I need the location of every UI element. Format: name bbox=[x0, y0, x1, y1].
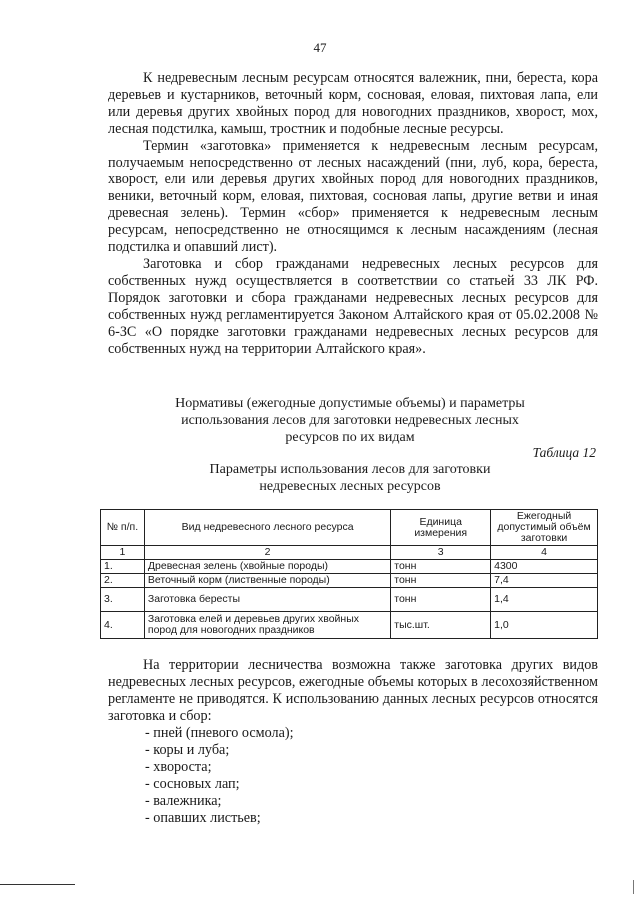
section-heading bbox=[100, 395, 600, 446]
row-resource: Заготовка елей и деревьев других хвойных пород для новогодних праздников bbox=[144, 612, 390, 639]
scan-edge-mark bbox=[633, 880, 634, 894]
column-number: 3 bbox=[391, 546, 491, 560]
row-number: 4. bbox=[101, 612, 145, 639]
row-resource: Заготовка бересты bbox=[144, 588, 390, 612]
page-number: 47 bbox=[313, 40, 327, 55]
list-item: - пней (пневого осмола); bbox=[145, 725, 294, 741]
row-unit: тонн bbox=[391, 588, 491, 612]
header-number: № п/п. bbox=[101, 510, 145, 546]
table-row bbox=[101, 612, 598, 639]
header-resource-type: Вид недревесного лесного ресурса bbox=[144, 510, 390, 546]
paragraph: Заготовка и сбор гражданами недревесных лесных ресурсов для собственных нужд осуществляется в соответствии со статьей 33 ЛК РФ. Порядок заготовки и сбора гражданами недревесных лесных ресурсов для собственных нужд регламентируется Законом Алтайского края от 05.02.2008 № 6-ЗС «О порядке заготовки гражданами недревесных лесных ресурсов для собственных нужд на территории Алтайского края». bbox=[108, 255, 598, 357]
list-item: - сосновых лап; bbox=[145, 776, 240, 792]
table-title-line: Параметры использования лесов для заготовки bbox=[209, 462, 491, 477]
intro-text bbox=[108, 70, 598, 357]
column-number: 4 bbox=[491, 546, 598, 560]
other-resources-text bbox=[108, 657, 598, 827]
row-volume: 4300 bbox=[491, 560, 598, 574]
row-volume: 7,4 bbox=[491, 574, 598, 588]
header-annual-volume: Ежегодный допустимый объём заготовки bbox=[491, 510, 598, 546]
table-header-row bbox=[101, 510, 598, 546]
row-unit: тонн bbox=[391, 574, 491, 588]
row-number: 1. bbox=[101, 560, 145, 574]
table-title-line: недревесных лесных ресурсов bbox=[259, 479, 441, 494]
section-heading-line: ресурсов по их видам bbox=[285, 430, 415, 445]
table-row bbox=[101, 560, 598, 574]
list-item: - валежника; bbox=[145, 793, 222, 809]
list-item: - хвороста; bbox=[145, 759, 212, 775]
row-number: 3. bbox=[101, 588, 145, 612]
list-item: - коры и луба; bbox=[145, 742, 230, 758]
column-number: 1 bbox=[101, 546, 145, 560]
table-row bbox=[101, 588, 598, 612]
table-row bbox=[101, 574, 598, 588]
paragraph: На территории лесничества возможна также заготовка других видов недревесных лесных ресурсов, ежегодные объемы которых в лесохозяйственном регламенте не приводятся. К использованию данных лесных ресурсов относятся заготовка и сбор: bbox=[108, 657, 598, 724]
parameters-table bbox=[100, 509, 598, 639]
row-unit: тонн bbox=[391, 560, 491, 574]
table-caption: Таблица 12 bbox=[532, 445, 596, 460]
column-numbers-row bbox=[101, 546, 598, 560]
row-unit: тыс.шт. bbox=[391, 612, 491, 639]
row-number: 2. bbox=[101, 574, 145, 588]
section-heading-line: использования лесов для заготовки недревесных лесных bbox=[181, 413, 519, 428]
row-resource: Древесная зелень (хвойные породы) bbox=[144, 560, 390, 574]
row-resource: Веточный корм (лиственные породы) bbox=[144, 574, 390, 588]
resource-list bbox=[108, 725, 598, 827]
table-title bbox=[100, 461, 600, 495]
paragraph: Термин «заготовка» применяется к недревесным лесным ресурсам, получаемым непосредственно от лесных насаждений (пни, луб, кора, береста, хворост, ели или деревья других хвойных пород для новогодних праздников, веники, веточный корм, еловая, пихтовая, сосновая лапы, другие ветви и иная древесная зелень). Термин «сбор» применяется к недревесным лесным ресурсам, непосредственно не относящимся к лесным насаждениям (лесная подстилка и опавший лист). bbox=[108, 137, 598, 256]
footer-rule bbox=[0, 884, 75, 885]
row-volume: 1,0 bbox=[491, 612, 598, 639]
section-heading-line: Нормативы (ежегодные допустимые объемы) и параметры bbox=[175, 396, 525, 411]
row-volume: 1,4 bbox=[491, 588, 598, 612]
column-number: 2 bbox=[144, 546, 390, 560]
header-unit: Единица измерения bbox=[391, 510, 491, 546]
list-item: - опавших листьев; bbox=[145, 810, 261, 826]
paragraph: К недревесным лесным ресурсам относятся валежник, пни, береста, кора деревьев и кустарников, веточный корм, сосновая, еловая, пихтовая лапа, ели или деревья других хвойных пород для новогодних праздников, хворост, мох, лесная подстилка, камыш, тростник и подобные лесные ресурсы. bbox=[108, 70, 598, 137]
